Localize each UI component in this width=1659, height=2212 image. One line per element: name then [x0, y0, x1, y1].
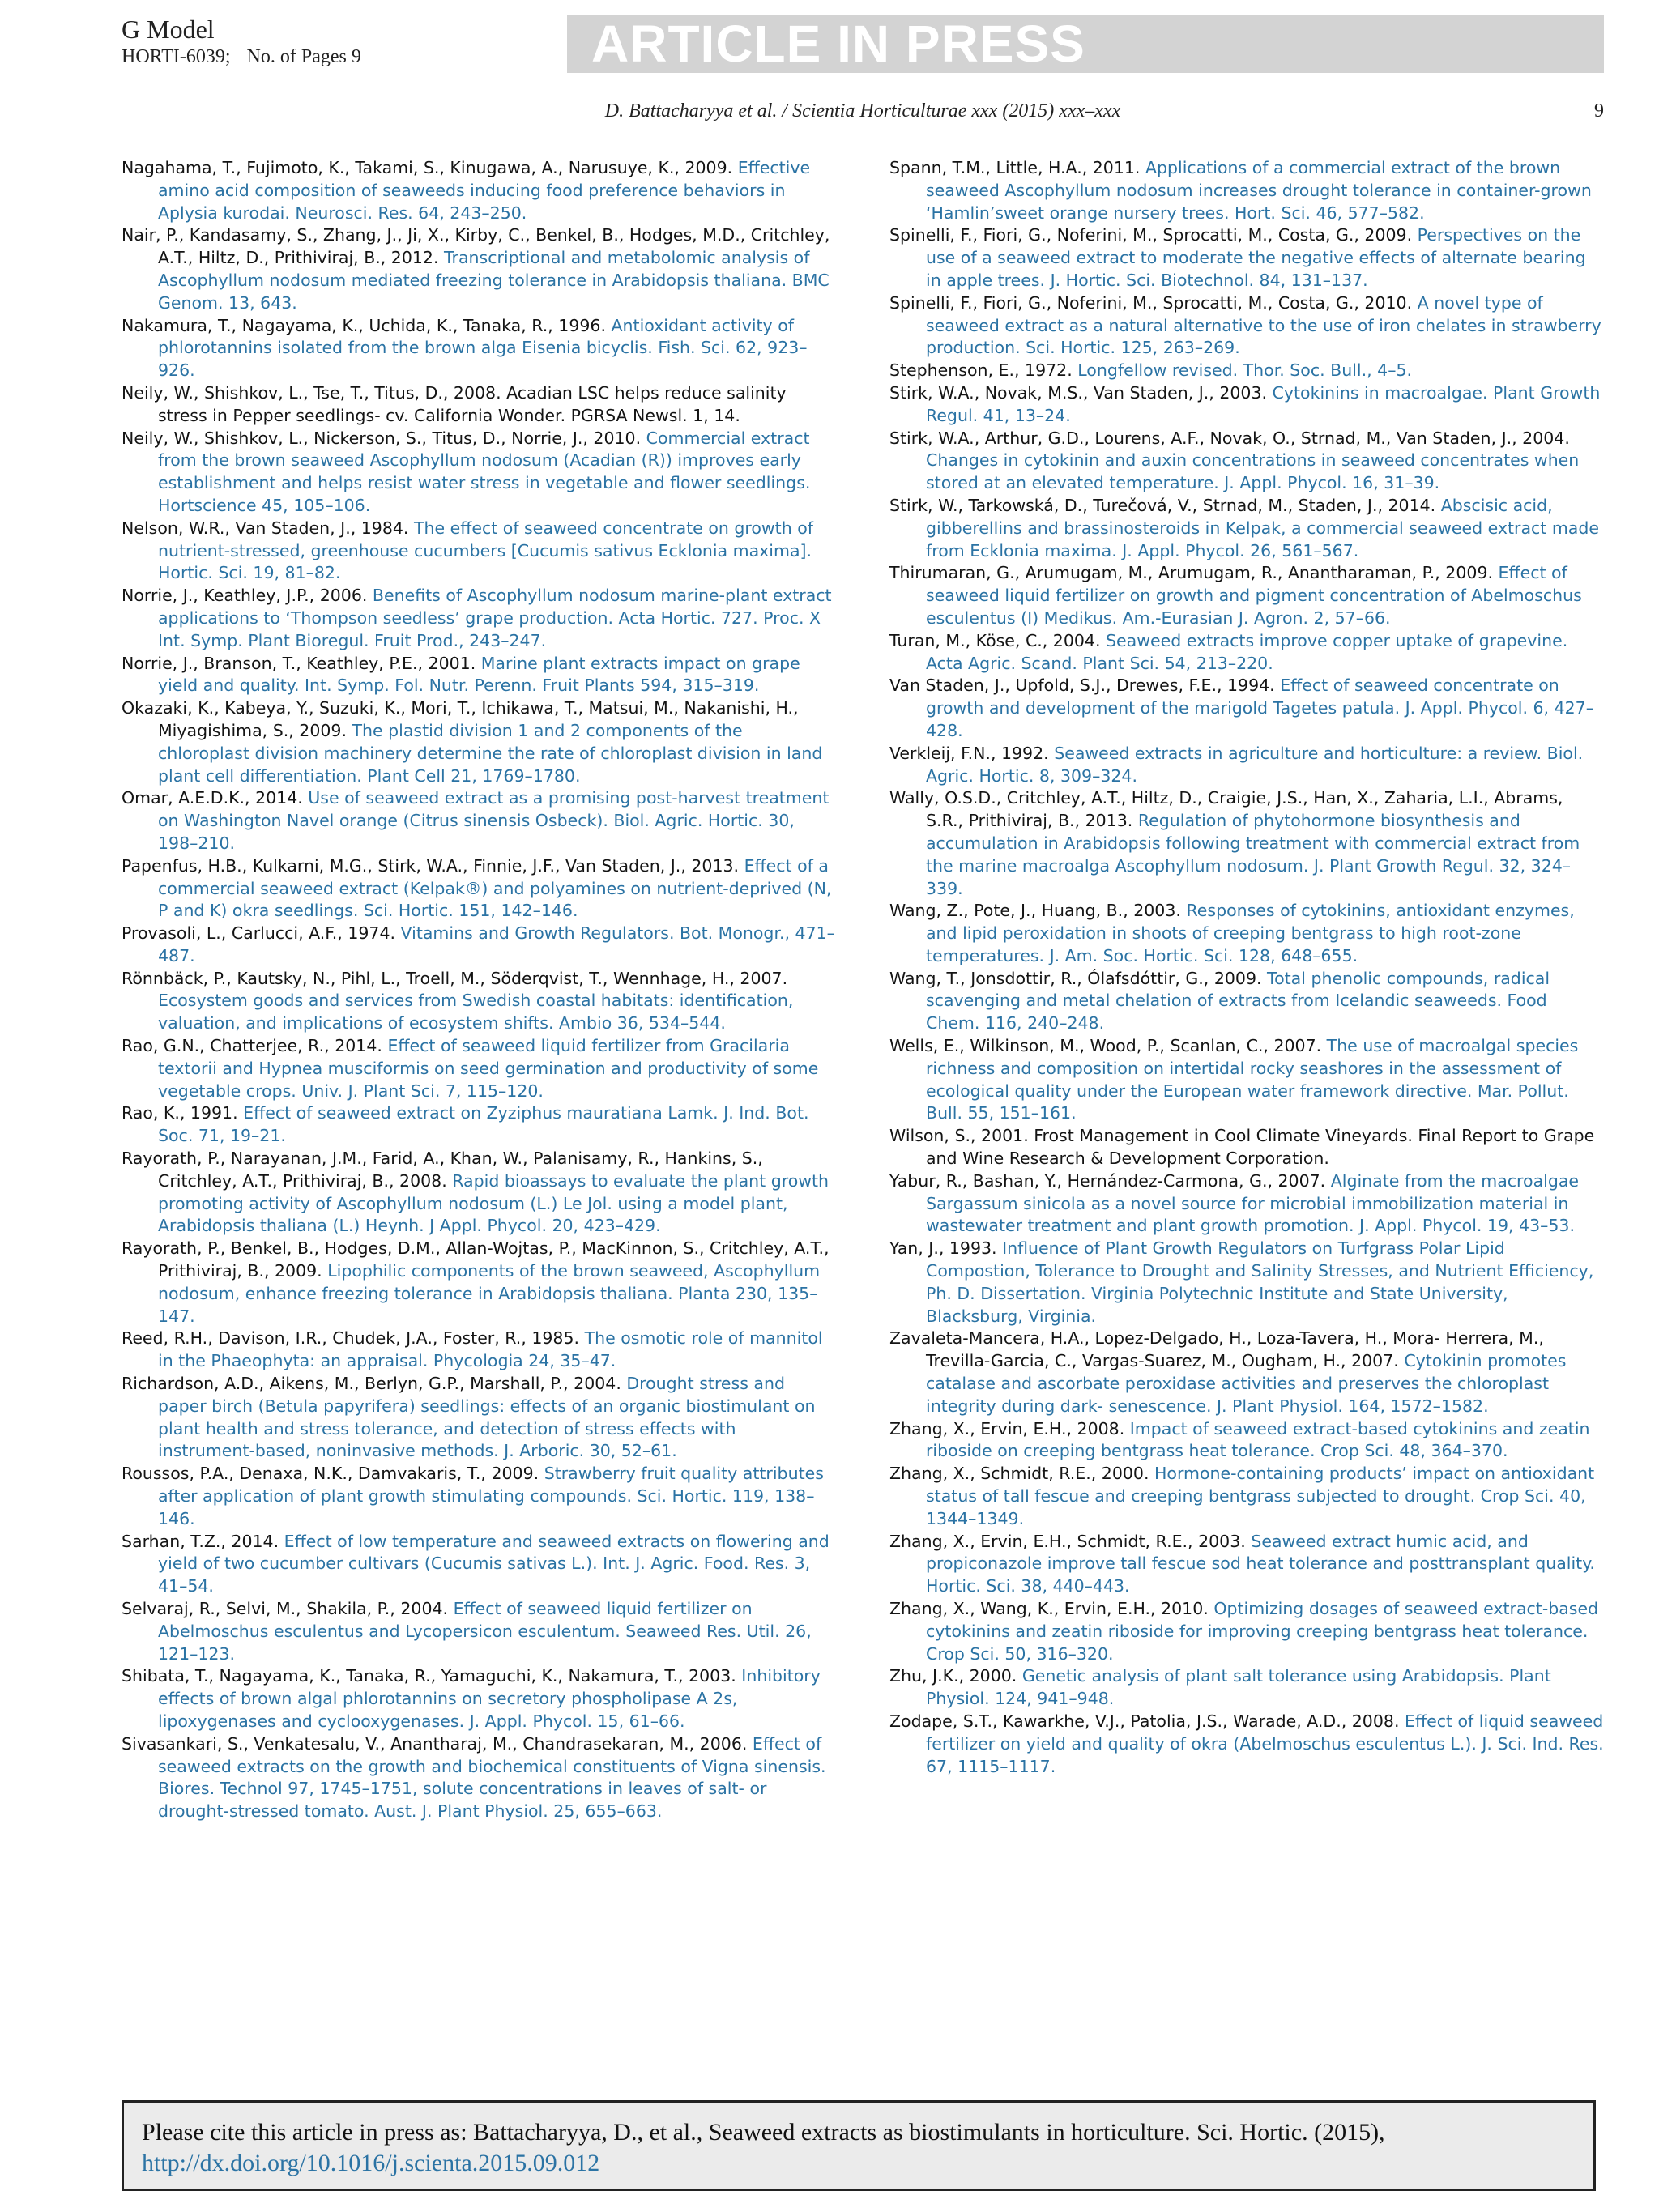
reference-authors: Nelson, W.R., Van Staden, J., 1984.	[122, 518, 409, 538]
article-in-press-banner	[567, 15, 1604, 73]
reference-authors: Shibata, T., Nagayama, K., Tanaka, R., Yamaguchi, K., Nakamura, T., 2003.	[122, 1666, 736, 1686]
reference-authors: Rayorath, P., Narayanan, J.M., Farid, A., Khan, W., Palanisamy, R., Hankins, S., Critchley, A.T., Prithiviraj, B., 2008.	[122, 1149, 763, 1191]
doi-link[interactable]: http://dx.doi.org/10.1016/j.scienta.2015.09.012	[142, 2150, 600, 2176]
reference-authors: Wang, T., Jonsdottir, R., Ólafsdóttir, G., 2009.	[889, 968, 1262, 988]
reference-link[interactable]: Cytokinin promotes catalase and ascorbate peroxidase activities and preserves the chloroplast integrity during dark- senescence. J. Plant Physiol. 164, 1572–1582.	[926, 1351, 1567, 1416]
reference-link[interactable]: The plastid division 1 and 2 components of the chloroplast division machinery determine the rate of chloroplast division in land plant cell differentiation. Plant Cell 21, 1769–1780.	[158, 720, 823, 786]
reference-link[interactable]: The effect of seaweed concentrate on growth of nutrient-stressed, greenhouse cucumbers [Cucumis sativus Ecklonia maxima]. Hortic. Sci. 19, 81–82.	[158, 518, 813, 583]
reference-entry	[889, 1598, 1604, 1665]
reference-authors: Papenfus, H.B., Kulkarni, M.G., Stirk, W.A., Finnie, J.F., Van Staden, J., 2013.	[122, 855, 740, 876]
reference-entry	[122, 968, 836, 1035]
reference-authors: Rao, K., 1991.	[122, 1103, 238, 1123]
reference-link[interactable]: Rapid bioassays to evaluate the plant growth promoting activity of Ascophyllum nodosum (L.) Le Jol. using a model plant, Arabidopsis thaliana (L.) Heynh. J Appl. Phycol. 20, 423–429.	[158, 1170, 830, 1236]
reference-authors: Yabur, R., Bashan, Y., Hernández-Carmona, G., 2007.	[889, 1170, 1326, 1191]
article-id-line	[122, 44, 361, 70]
reference-authors: Nakamura, T., Nagayama, K., Uchida, K., Tanaka, R., 1996.	[122, 315, 606, 335]
reference-authors: Spann, T.M., Little, H.A., 2011.	[889, 158, 1141, 177]
reference-entry	[889, 1665, 1604, 1711]
reference-authors: Zhu, J.K., 2000.	[889, 1666, 1017, 1686]
reference-link[interactable]: Alginate from the macroalgae Sargassum sinicola as a novel source for microbial immobilization material in wastewater treatment and plant growth promotion. J. Appl. Phycol. 19, 43–53.	[926, 1170, 1580, 1236]
reference-authors: Sarhan, T.Z., 2014.	[122, 1531, 279, 1551]
reference-entry	[889, 382, 1604, 428]
reference-link[interactable]: Effect of liquid seaweed fertilizer on yield and quality of okra (Abelmoschus esculentus L.). J. Sci. Ind. Res. 67, 1115–1117.	[926, 1711, 1604, 1776]
reference-link[interactable]: Strawberry fruit quality attributes after application of plant growth stimulating compounds. Sci. Hortic. 119, 138–146.	[158, 1464, 824, 1528]
reference-link[interactable]: Marine plant extracts impact on grape yield and quality. Int. Symp. Fol. Nutr. Perenn. Fruit Plants 594, 315–319.	[158, 653, 800, 696]
reference-link[interactable]: Genetic analysis of plant salt tolerance using Arabidopsis. Plant Physiol. 124, 941–948.	[926, 1666, 1551, 1709]
reference-authors: Yan, J., 1993.	[889, 1238, 997, 1259]
reference-link[interactable]: Lipophilic components of the brown seaweed, Ascophyllum nodosum, enhance freezing tolerance in Arabidopsis thaliana. Planta 230, 135–147.	[158, 1261, 821, 1326]
reference-link[interactable]: Effect of seaweed concentrate on growth and development of the marigold Tagetes patula. J. Appl. Phycol. 6, 427–428.	[926, 676, 1594, 740]
reference-authors: Provasoli, L., Carlucci, A.F., 1974.	[122, 923, 396, 944]
reference-link[interactable]: Antioxidant activity of phlorotannins isolated from the brown alga Eisenia bicyclis. Fish. Sci. 62, 923–926.	[158, 315, 808, 381]
reference-link[interactable]: Effect of seaweed extract on Zyziphus mauratiana Lamk. J. Ind. Bot. Soc. 71, 19–21.	[158, 1103, 809, 1146]
reference-link[interactable]: The osmotic role of mannitol in the Phaeophyta: an appraisal. Phycologia 24, 35–47.	[158, 1328, 823, 1371]
reference-entry	[889, 675, 1604, 742]
reference-entry	[889, 787, 1604, 900]
reference-authors: Nair, P., Kandasamy, S., Zhang, J., Ji, X., Kirby, C., Benkel, B., Hodges, M.D., Critchley, A.T., Hiltz, D., Prithiviraj, B., 2012.	[122, 225, 830, 268]
reference-authors: Wells, E., Wilkinson, M., Wood, P., Scanlan, C., 2007.	[889, 1036, 1322, 1056]
reference-authors: Selvaraj, R., Selvi, M., Shakila, P., 2004.	[122, 1599, 449, 1618]
reference-authors: Stirk, W.A., Novak, M.S., Van Staden, J., 2003.	[889, 382, 1268, 403]
reference-entry	[122, 1665, 836, 1733]
reference-entry	[122, 1531, 836, 1598]
reference-entry	[889, 900, 1604, 967]
reference-link[interactable]: Impact of seaweed extract-based cytokinins and zeatin riboside on creeping bentgrass heat tolerance. Crop Sci. 48, 364–370.	[926, 1418, 1590, 1461]
reference-link[interactable]: Drought stress and paper birch (Betula papyrifera) seedlings: effects of an organic biostimulant on plant health and stress tolerance, and detection of stress effects with instrument-based, noninvasive methods. J. Arboric. 30, 52–61.	[158, 1374, 816, 1461]
reference-entry	[889, 1711, 1604, 1778]
reference-authors: Rao, G.N., Chatterjee, R., 2014.	[122, 1036, 382, 1056]
reference-link[interactable]: Effect of seaweed liquid fertilizer from Gracilaria textorii and Hypnea musciformis on seed germination and productivity of some vegetable crops. Univ. J. Plant Sci. 7, 115–120.	[158, 1036, 819, 1101]
reference-authors: Zhang, X., Wang, K., Ervin, E.H., 2010.	[889, 1599, 1209, 1618]
reference-entry	[122, 1238, 836, 1328]
reference-authors: Zhang, X., Schmidt, R.E., 2000.	[889, 1464, 1149, 1484]
reference-link[interactable]: Seaweed extract humic acid, and propiconazole improve tall fescue sod heat tolerance and posttransplant quality. Hortic. Sci. 38, 440–443.	[926, 1531, 1595, 1596]
reference-entry	[889, 968, 1604, 1035]
reference-entry	[889, 1328, 1604, 1417]
reference-authors: Turan, M., Köse, C., 2004.	[889, 630, 1101, 650]
reference-authors: Richardson, A.D., Aikens, M., Berlyn, G.P., Marshall, P., 2004.	[122, 1374, 621, 1394]
reference-entry	[122, 1148, 836, 1238]
reference-entry	[122, 855, 836, 923]
reference-link[interactable]: Effect of low temperature and seaweed extracts on flowering and yield of two cucumber cultivars (Cucumis sativas L.). Int. J. Agric. Food. Res. 3, 41–54.	[158, 1531, 830, 1596]
reference-link[interactable]: Effect of seaweed liquid fertilizer on Abelmoschus esculentus and Lycopersicon esculentum. Seaweed Res. Util. 26, 121–123.	[158, 1599, 812, 1664]
reference-entry	[122, 585, 836, 652]
model-label: G Model	[122, 15, 215, 44]
reference-entry	[122, 518, 836, 585]
article-id: HORTI-6039;	[122, 46, 231, 67]
reference-authors: Rayorath, P., Benkel, B., Hodges, D.M., Allan-Wojtas, P., MacKinnon, S., Critchley, A.T., Prithiviraj, B., 2009.	[122, 1238, 830, 1281]
reference-entry	[122, 224, 836, 314]
reference-link[interactable]: Optimizing dosages of seaweed extract-based cytokinins and zeatin riboside for improving creeping bentgrass heat tolerance. Crop Sci. 50, 316–320.	[926, 1599, 1599, 1664]
reference-entry	[122, 923, 836, 968]
reference-entry	[889, 360, 1604, 382]
reference-authors: Zodape, S.T., Kawarkhe, V.J., Patolia, J.S., Warade, A.D., 2008.	[889, 1711, 1400, 1731]
references-right-column	[889, 157, 1604, 1778]
reference-link[interactable]: Effect of seaweed liquid fertilizer on growth and pigment concentration of Abelmoschus esculentus (I) Medikus. Am.-Eurasian J. Agron. 2, 57–66.	[926, 563, 1582, 628]
reference-link[interactable]: Cytokinins in macroalgae. Plant Growth Regul. 41, 13–24.	[926, 382, 1601, 425]
reference-link[interactable]: Transcriptional and metabolomic analysis of Ascophyllum nodosum mediated freezing tolerance in Arabidopsis thaliana. BMC Genom. 13, 643.	[158, 248, 830, 313]
reference-link[interactable]: Use of seaweed extract as a promising post-harvest treatment on Washington Navel orange (Citrus sinensis Osbeck). Biol. Agric. Hortic. 30, 198–210.	[158, 788, 830, 853]
reference-entry	[122, 1598, 836, 1665]
reference-entry	[889, 495, 1604, 562]
reference-authors: Spinelli, F., Fiori, G., Noferini, M., Sprocatti, M., Costa, G., 2010.	[889, 292, 1413, 313]
reference-entry	[889, 1418, 1604, 1464]
reference-authors: Verkleij, F.N., 1992.	[889, 743, 1049, 763]
reference-entry	[122, 653, 836, 698]
reference-link[interactable]: Hormone-containing products’ impact on antioxidant status of tall fescue and creeping bentgrass subjected to drought. Crop Sci. 40, 1344–1349.	[926, 1464, 1595, 1528]
reference-link[interactable]: Applications of a commercial extract of the brown seaweed Ascophyllum nodosum increases drought tolerance in container-grown ‘Hamlin’sweet orange nursery trees. Hort. Sci. 46, 577–582.	[926, 158, 1592, 223]
citation-text: Please cite this article in press as: Battacharyya, D., et al., Seaweed extracts as biostimulants in horticulture. Sci. Hortic. (2015),	[142, 2119, 1385, 2146]
reference-authors: Norrie, J., Keathley, J.P., 2006.	[122, 586, 368, 606]
reference-entry	[889, 1238, 1604, 1328]
reference-entry	[889, 1035, 1604, 1125]
reference-link[interactable]: Regulation of phytohormone biosynthesis and accumulation in Arabidopsis following treatment with commercial extract from the marine macroalga Ascophyllum nodosum. J. Plant Growth Regul. 32, 324–339.	[926, 811, 1580, 898]
reference-link[interactable]: Seaweed extracts in agriculture and horticulture: a review. Biol. Agric. Hortic. 8, 309–324.	[926, 743, 1584, 786]
journal-meta	[122, 15, 361, 70]
reference-link[interactable]: Longfellow revised. Thor. Soc. Bull., 4–5.	[1077, 360, 1413, 381]
reference-authors: Van Staden, J., Upfold, S.J., Drewes, F.E., 1994.	[889, 676, 1275, 696]
reference-authors: Zhang, X., Ervin, E.H., 2008.	[889, 1418, 1125, 1438]
references-left-column	[122, 157, 836, 1823]
reference-entry	[122, 1035, 836, 1102]
reference-link[interactable]: Commercial extract from the brown seaweed Ascophyllum nodosum (Acadian (R)) improves early establishment and helps resist water stress in vegetable and flower seedlings. Hortscience 45, 105–106.	[158, 428, 811, 515]
reference-link[interactable]: Seaweed extracts improve copper uptake of grapevine. Acta Agric. Scand. Plant Sci. 54, 213–220.	[926, 630, 1568, 673]
reference-authors: Zavaleta-Mancera, H.A., Lopez-Delgado, H., Loza-Tavera, H., Mora- Herrera, M., Trevilla-Garcia, C., Vargas-Suarez, M., Ougham, H., 2007.	[889, 1328, 1544, 1371]
page-number: 9	[1594, 100, 1604, 121]
reference-entry	[122, 787, 836, 855]
reference-authors: Nagahama, T., Fujimoto, K., Takami, S., Kinugawa, A., Narusuye, K., 2009.	[122, 158, 733, 177]
reference-link[interactable]: Influence of Plant Growth Regulators on Turfgrass Polar Lipid Compostion, Tolerance to Drought and Salinity Stresses, and Nutrient Efficiency, Ph. D. Dissertation. Virginia Polytechnic Institute and State University, Blacksburg, Virginia.	[926, 1238, 1594, 1326]
reference-authors: Omar, A.E.D.K., 2014.	[122, 788, 303, 808]
reference-entry	[889, 428, 1604, 495]
reference-authors: Wilson, S., 2001. Frost Management in Cool Climate Vineyards. Final Report to Grape and Wine Research & Development Corporation.	[889, 1126, 1595, 1169]
reference-link[interactable]: The use of macroalgal species richness and composition on intertidal rocky seashores in the assessment of ecological quality under the European water framework directive. Mar. Pollut. Bull. 55, 151–161.	[926, 1036, 1579, 1123]
reference-entry	[122, 1373, 836, 1463]
reference-entry	[889, 1170, 1604, 1238]
reference-link[interactable]: Inhibitory effects of brown algal phlorotannins on secretory phospholipase A 2s, lipoxygenases and cyclooxygenases. J. Appl. Phycol. 15, 61–66.	[158, 1666, 821, 1731]
reference-authors: Stephenson, E., 1972.	[889, 360, 1073, 381]
reference-entry	[889, 1463, 1604, 1530]
reference-entry	[122, 697, 836, 787]
reference-link[interactable]: Total phenolic compounds, radical scavenging and metal chelation of extracts from Icelandic seaweeds. Food Chem. 116, 240–248.	[926, 968, 1550, 1034]
banner-title: ARTICLE IN PRESS	[591, 15, 1085, 73]
reference-authors: Neily, W., Shishkov, L., Nickerson, S., Titus, D., Norrie, J., 2010.	[122, 428, 642, 448]
running-head: D. Battacharyya et al. / Scientia Horticulturae xxx (2015) xxx–xxx	[604, 100, 1121, 121]
reference-entry	[889, 743, 1604, 788]
reference-authors: Neily, W., Shishkov, L., Tse, T., Titus, D., 2008. Acadian LSC helps reduce salinity stress in Pepper seedlings- cv. California Wonder. PGRSA Newsl. 1, 14.	[122, 382, 787, 425]
reference-authors: Zhang, X., Ervin, E.H., Schmidt, R.E., 2003.	[889, 1531, 1246, 1551]
reference-authors: Thirumaran, G., Arumugam, M., Arumugam, R., Anantharaman, P., 2009.	[889, 563, 1493, 583]
reference-link[interactable]: Changes in cytokinin and auxin concentrations in seaweed concentrates when stored at an elevated temperature. J. Appl. Phycol. 16, 31–39.	[926, 450, 1580, 493]
reference-authors: Stirk, W.A., Arthur, G.D., Lourens, A.F., Novak, O., Strnad, M., Van Staden, J., 2004.	[889, 428, 1570, 448]
reference-authors: Reed, R.H., Davison, I.R., Chudek, J.A., Foster, R., 1985.	[122, 1328, 580, 1349]
reference-entry	[122, 315, 836, 382]
reference-entry	[122, 1463, 836, 1530]
reference-entry	[122, 382, 836, 428]
reference-authors: Sivasankari, S., Venkatesalu, V., Anantharaj, M., Chandrasekaran, M., 2006.	[122, 1733, 748, 1754]
reference-link[interactable]: Perspectives on the use of a seaweed extract to moderate the negative effects of alternate bearing in apple trees. J. Hortic. Sci. Biotechnol. 84, 131–137.	[926, 225, 1586, 290]
reference-entry	[889, 292, 1604, 360]
reference-authors: Roussos, P.A., Denaxa, N.K., Damvakaris, T., 2009.	[122, 1464, 539, 1484]
citation-box	[122, 2100, 1596, 2191]
reference-link[interactable]: A novel type of seaweed extract as a natural alternative to the use of iron chelates in strawberry production. Sci. Hortic. 125, 263–269.	[926, 292, 1601, 358]
reference-authors: Okazaki, K., Kabeya, Y., Suzuki, K., Mori, T., Ichikawa, T., Matsui, M., Nakanishi, H., Miyagishima, S., 2009.	[122, 698, 799, 740]
reference-link[interactable]: Effect of a commercial seaweed extract (Kelpak®) and polyamines on nutrient-deprived (N, P and K) okra seedlings. Sci. Hortic. 151, 142–146.	[158, 855, 832, 921]
reference-entry	[889, 1125, 1604, 1170]
reference-entry	[889, 630, 1604, 676]
reference-entry	[122, 157, 836, 224]
reference-entry	[889, 1531, 1604, 1598]
reference-entry	[122, 428, 836, 518]
reference-entry	[889, 157, 1604, 224]
reference-entry	[889, 562, 1604, 629]
reference-entry	[122, 1733, 836, 1823]
reference-link[interactable]: Ecosystem goods and services from Swedish coastal habitats: identification, valuation, and implications of ecosystem shifts. Ambio 36, 534–544.	[158, 991, 794, 1034]
reference-entry	[122, 1102, 836, 1148]
reference-link[interactable]: Benefits of Ascophyllum nodosum marine-plant extract applications to ‘Thompson seedless’ grape production. Acta Hortic. 727. Proc. X Int. Symp. Plant Bioregul. Fruit Prod., 243–247.	[158, 586, 832, 650]
reference-authors: Wally, O.S.D., Critchley, A.T., Hiltz, D., Craigie, J.S., Han, X., Zaharia, L.I., Abrams, S.R., Prithiviraj, B., 2013.	[889, 788, 1563, 831]
reference-link[interactable]: Effective amino acid composition of seaweeds inducing food preference behaviors in Aplysia kurodai. Neurosci. Res. 64, 243–250.	[158, 158, 811, 223]
reference-entry	[122, 1328, 836, 1373]
reference-authors: Norrie, J., Branson, T., Keathley, P.E., 2001.	[122, 653, 476, 673]
reference-authors: Rönnbäck, P., Kautsky, N., Pihl, L., Troell, M., Söderqvist, T., Wennhage, H., 2007.	[122, 968, 788, 988]
reference-link[interactable]: Vitamins and Growth Regulators. Bot. Monogr., 471–487.	[158, 923, 835, 965]
reference-entry	[889, 224, 1604, 292]
reference-authors: Stirk, W., Tarkowská, D., Turečová, V., Strnad, M., Staden, J., 2014.	[889, 495, 1436, 515]
reference-authors: Wang, Z., Pote, J., Huang, B., 2003.	[889, 901, 1181, 921]
reference-link[interactable]: Effect of seaweed extracts on the growth and biochemical constituents of Vigna sinensis. Biores. Technol 97, 1745–1751, solute concentrations in leaves of salt- or drought-stressed tomato. Aust. J. Plant Physiol. 25, 655–663.	[158, 1733, 826, 1822]
reference-link[interactable]: Responses of cytokinins, antioxidant enzymes, and lipid peroxidation in shoots of creeping bentgrass to high root-zone temperatures. J. Am. Soc. Hortic. Sci. 128, 648–655.	[926, 901, 1575, 965]
reference-link[interactable]: Abscisic acid, gibberellins and brassinosteroids in Kelpak, a commercial seaweed extract made from Ecklonia maxima. J. Appl. Phycol. 26, 561–567.	[926, 495, 1599, 560]
page-count: No. of Pages 9	[246, 46, 361, 67]
reference-authors: Spinelli, F., Fiori, G., Noferini, M., Sprocatti, M., Costa, G., 2009.	[889, 225, 1413, 245]
